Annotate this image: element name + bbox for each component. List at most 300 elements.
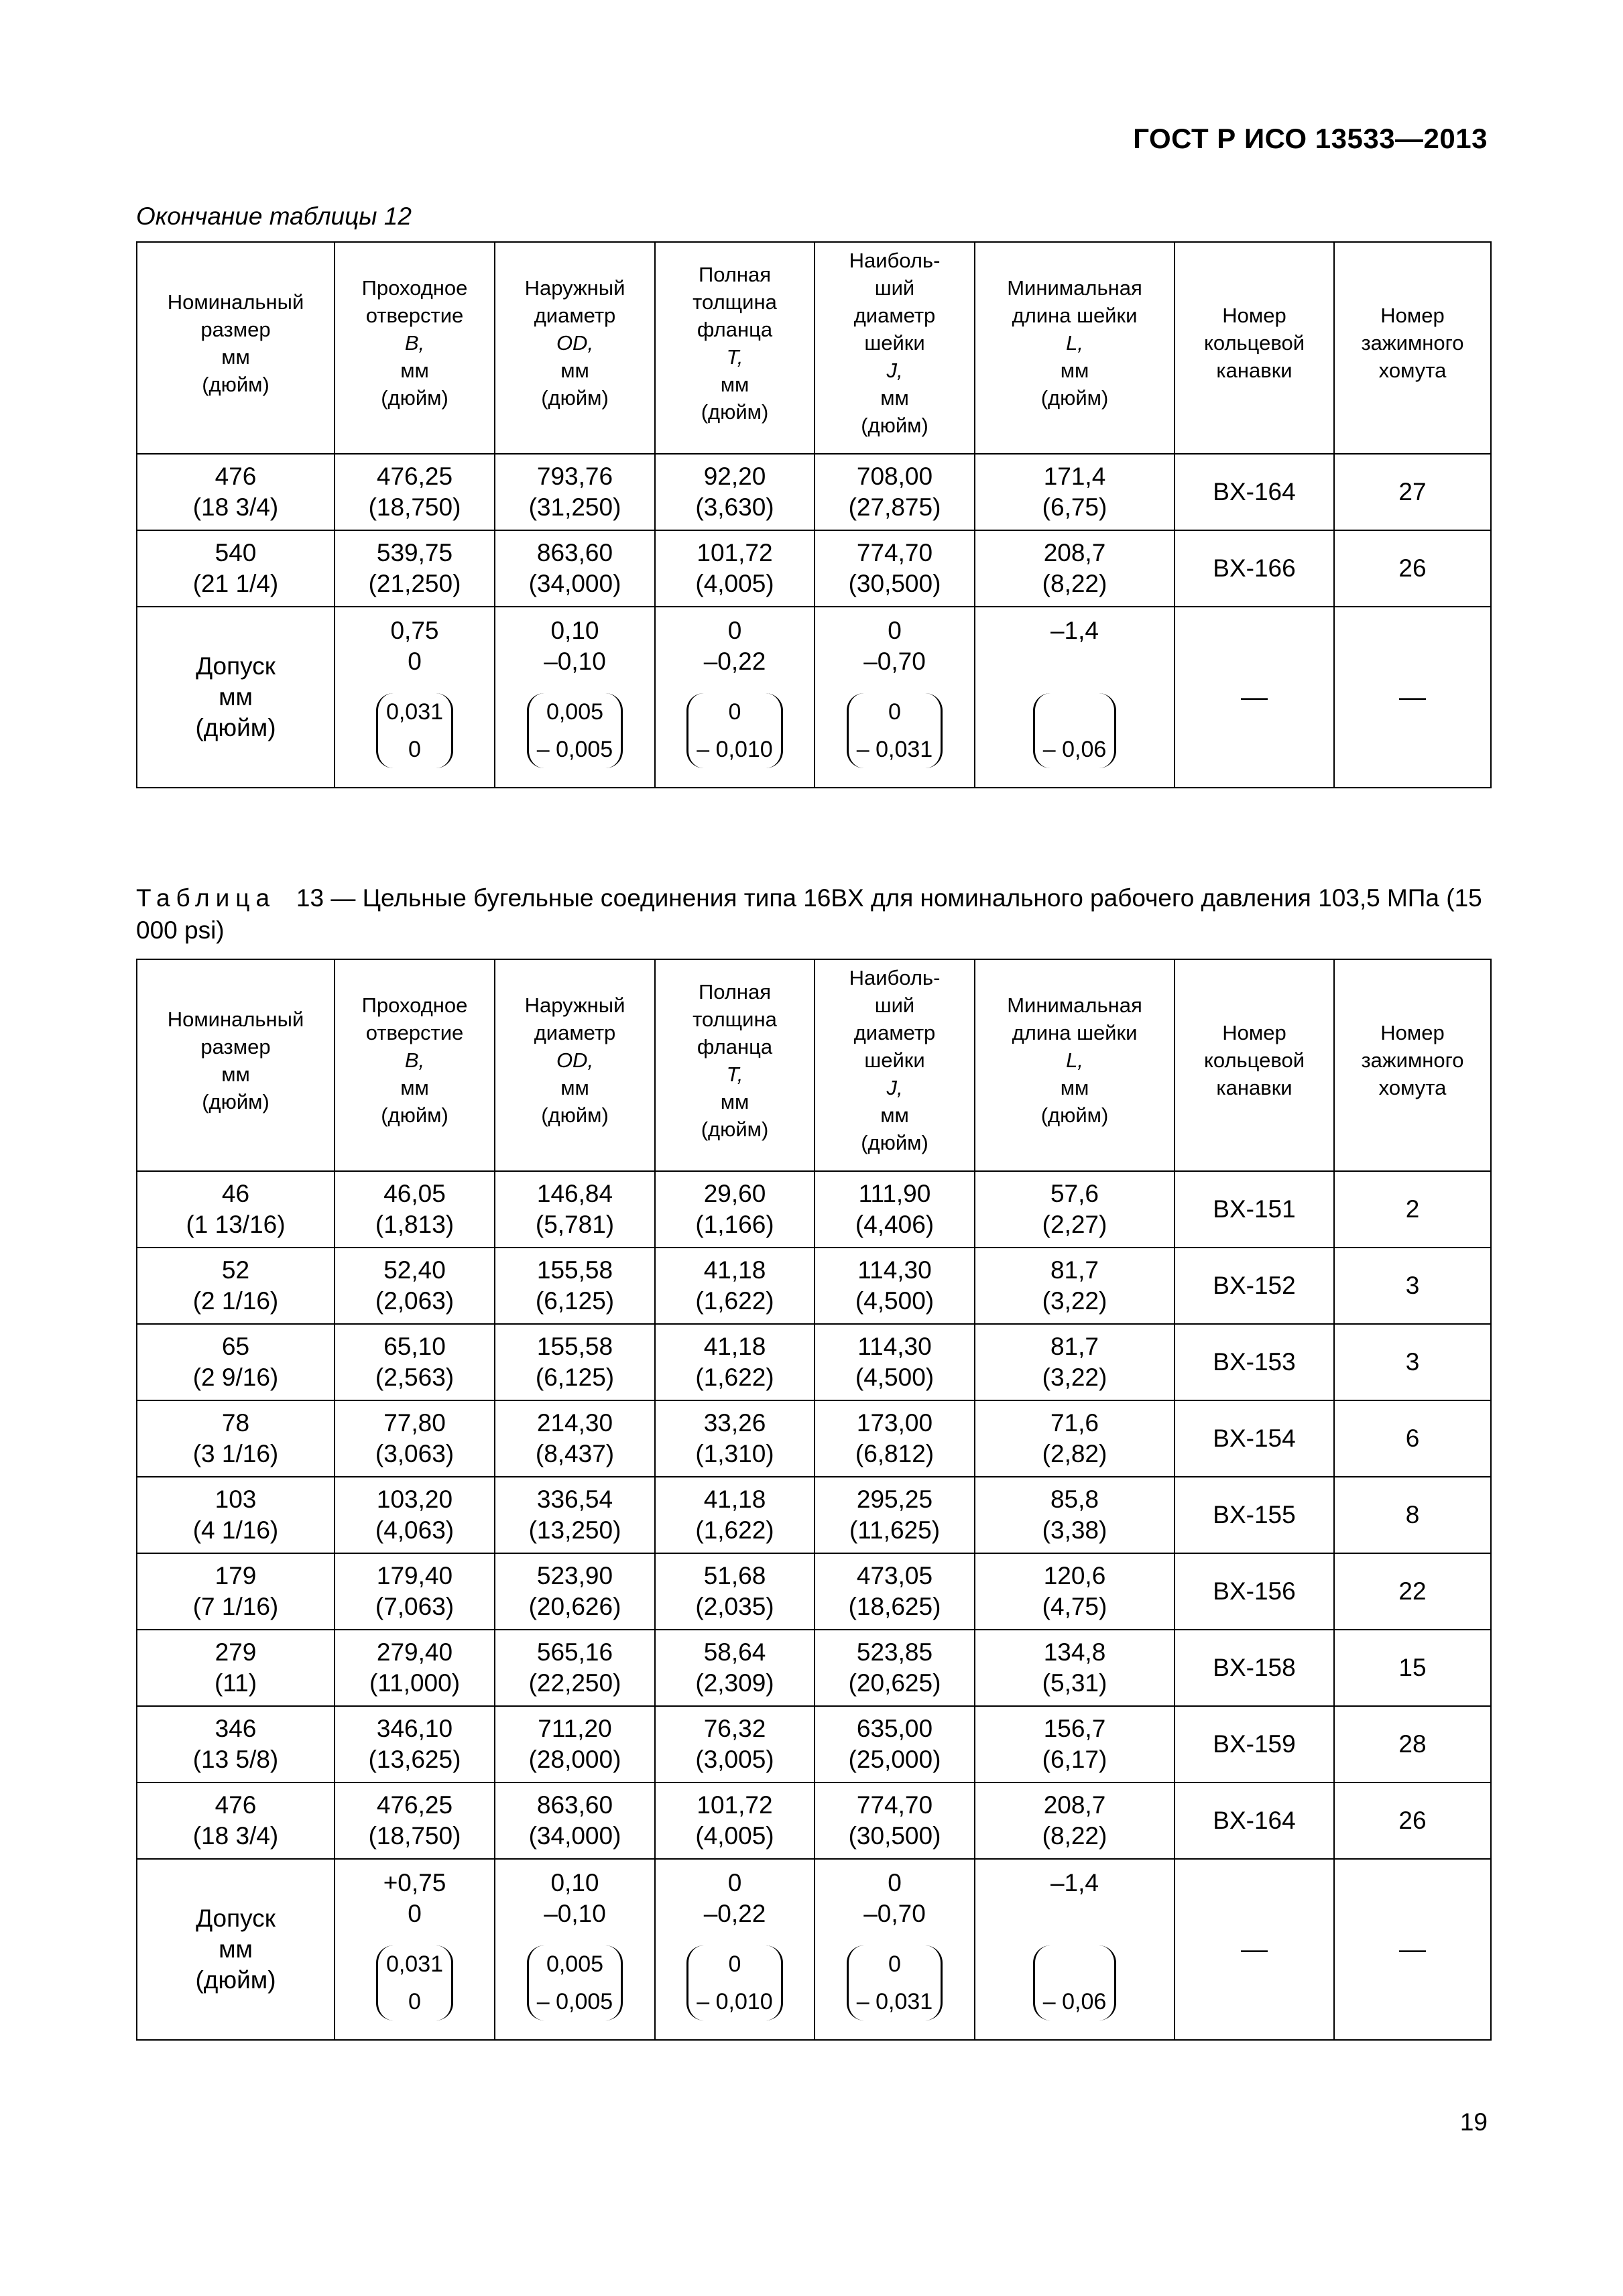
table12-body (137, 242, 1491, 788)
cell-value-mm: 173,00 (856, 1409, 933, 1437)
ring-groove-number: BX-164 (1175, 1783, 1334, 1859)
tolerance-inch-lower: – 0,005 (536, 737, 613, 762)
tolerance-inch-lower: 0 (408, 1989, 421, 2014)
table-cell (655, 1248, 815, 1324)
table-cell (815, 1630, 975, 1706)
cell-value-mm: 476,25 (376, 463, 453, 490)
table-row (137, 1400, 1491, 1477)
column-header (815, 242, 975, 443)
tolerance-inch-lower: – 0,010 (697, 737, 773, 762)
clamp-number: 2 (1334, 1171, 1491, 1248)
cell-value-inch: (21,250) (368, 570, 461, 597)
table-cell (975, 530, 1175, 607)
table-cell (495, 1171, 655, 1248)
column-header-line: диаметр (534, 304, 616, 327)
cell-value-mm: 52,40 (383, 1256, 446, 1284)
table-cell (815, 1400, 975, 1477)
cell-value-inch: (30,500) (848, 1822, 941, 1850)
table-cell (137, 530, 335, 607)
column-header-line: длина шейки (1012, 1021, 1138, 1044)
column-header-line: размер (200, 1034, 271, 1059)
tolerance-mm-upper: 0 (888, 617, 902, 644)
tolerance-inch-upper: 0 (728, 699, 741, 725)
column-header-line: T, (726, 1062, 743, 1086)
cell-value-inch: (20,626) (528, 1593, 621, 1620)
tolerance-inch-lower: – 0,010 (697, 1989, 773, 2014)
table-cell (815, 1171, 975, 1248)
cell-value-mm: 29,60 (703, 1180, 766, 1207)
tolerance-inch-bracket (1033, 693, 1117, 768)
cell-value-mm: 101,72 (697, 1791, 773, 1819)
table-cell (975, 1630, 1175, 1706)
column-header-line: хомута (1378, 1076, 1447, 1099)
cell-value-mm: 708,00 (856, 463, 933, 490)
tolerance-mm-upper: +0,75 (383, 1869, 446, 1896)
clamp-number: 3 (1334, 1248, 1491, 1324)
column-header-line: отверстие (365, 1021, 464, 1044)
column-header-line: Наружный (524, 993, 625, 1017)
tolerance-mm-upper: 0,75 (390, 617, 439, 644)
header-separator (137, 443, 1491, 454)
cell-value-mm: 476,25 (376, 1791, 453, 1819)
tolerance-mm-upper: 0 (888, 1869, 902, 1896)
column-header-line: фланца (697, 317, 773, 341)
ring-groove-number: BX-154 (1175, 1400, 1334, 1477)
table-cell (335, 1171, 495, 1248)
column-header-line: шейки (864, 1048, 925, 1072)
tolerance-inch-bracket (527, 1945, 623, 2020)
tolerance-inch-lower: – 0,06 (1042, 1989, 1107, 2014)
table-cell (975, 1248, 1175, 1324)
table-cell (495, 454, 655, 530)
tolerance-inch-bracket (1033, 1945, 1117, 2020)
cell-value-mm: 523,90 (536, 1562, 613, 1589)
column-header-line: Минимальная (1007, 993, 1142, 1017)
cell-value-mm: 774,70 (856, 539, 933, 566)
column-header-line: длина шейки (1012, 304, 1138, 327)
cell-value-inch: (4,75) (1042, 1593, 1107, 1620)
table-cell (655, 1400, 815, 1477)
table-row (137, 1324, 1491, 1400)
cell-value-mm: 134,8 (1043, 1638, 1106, 1666)
page-number: 19 (1459, 2108, 1488, 2136)
cell-value-mm: 774,70 (856, 1791, 933, 1819)
cell-value-mm: 33,26 (703, 1409, 766, 1437)
table-cell (137, 1706, 335, 1783)
table-cell (975, 454, 1175, 530)
tolerance-inch-bracket (376, 693, 453, 768)
table-row (137, 1630, 1491, 1706)
tolerance-inch-lower: – 0,031 (856, 1989, 933, 2014)
table13 (136, 959, 1492, 2041)
column-header-line: ший (874, 993, 915, 1017)
column-header-line: мм (1060, 359, 1089, 382)
table-row (137, 1171, 1491, 1248)
tolerance-l (975, 607, 1175, 788)
clamp-number: 22 (1334, 1553, 1491, 1630)
table-cell (815, 1553, 975, 1630)
separator-cell (495, 443, 655, 454)
cell-value-inch: (2 9/16) (192, 1364, 279, 1391)
separator-cell (137, 1160, 335, 1171)
separator-cell (655, 443, 815, 454)
column-header-line: T, (726, 345, 743, 369)
column-header-line: (дюйм) (701, 1117, 769, 1141)
cell-value-inch: (13,250) (528, 1516, 621, 1544)
column-header-line: L, (1066, 1048, 1083, 1072)
column-header-line: Наиболь- (849, 249, 941, 272)
tolerance-j (815, 607, 975, 788)
tolerance-label-line: (дюйм) (195, 714, 276, 741)
ring-groove-number: BX-156 (1175, 1553, 1334, 1630)
column-header-line: B, (404, 1048, 425, 1072)
tolerance-mm-upper: 0 (727, 617, 742, 644)
cell-value-mm: 111,90 (858, 1180, 931, 1207)
table-cell (815, 1706, 975, 1783)
cell-value-inch: (13,625) (368, 1746, 461, 1773)
cell-value-inch: (4,005) (695, 570, 774, 597)
tolerance-t (655, 607, 815, 788)
clamp-number: 26 (1334, 1783, 1491, 1859)
column-header-line: мм (560, 359, 589, 382)
cell-value-inch: (20,625) (848, 1669, 941, 1697)
cell-value-inch: (11,625) (849, 1516, 941, 1544)
cell-value-inch: (8,437) (535, 1440, 615, 1467)
column-header (1334, 959, 1491, 1160)
column-header-line: Наружный (524, 276, 625, 300)
cell-value-inch: (6,125) (535, 1364, 615, 1391)
cell-value-inch: (6,75) (1042, 493, 1107, 521)
column-header-line: кольцевой (1203, 1048, 1305, 1072)
tolerance-label (137, 607, 335, 788)
table-cell (655, 1477, 815, 1553)
clamp-number: 27 (1334, 454, 1491, 530)
column-header-line: хомута (1378, 359, 1447, 382)
separator-cell (495, 1160, 655, 1171)
cell-value-mm: 476 (215, 1791, 257, 1819)
cell-value-mm: 81,7 (1050, 1333, 1099, 1360)
table-cell (815, 530, 975, 607)
table-row (137, 454, 1491, 530)
tolerance-t (655, 1859, 815, 2040)
column-header-line: канавки (1216, 359, 1293, 382)
table-row (137, 1553, 1491, 1630)
cell-value-mm: 214,30 (536, 1409, 613, 1437)
column-header-line: Номер (1222, 1021, 1286, 1044)
tolerance-inch-upper: 0 (728, 1951, 741, 1977)
cell-value-mm: 208,7 (1043, 1791, 1106, 1819)
column-header-line: (дюйм) (1040, 386, 1109, 410)
ring-groove-number: BX-153 (1175, 1324, 1334, 1400)
column-header-line: толщина (693, 290, 777, 314)
cell-value-mm: 711,20 (538, 1715, 612, 1742)
table-cell (137, 1477, 335, 1553)
clamp-number: 3 (1334, 1324, 1491, 1400)
column-header-line: канавки (1216, 1076, 1293, 1099)
column-header-line: мм (720, 372, 749, 396)
clamp-number: 26 (1334, 530, 1491, 607)
column-header-line: толщина (693, 1007, 777, 1031)
column-header-line: отверстие (365, 304, 464, 327)
ring-groove-number: BX-164 (1175, 454, 1334, 530)
tolerance-mm-lower: –0,70 (863, 648, 926, 675)
tolerance-label (137, 1859, 335, 2040)
table-cell (655, 1783, 815, 1859)
column-header-line: мм (221, 345, 250, 369)
tolerance-inch-lower: – 0,031 (856, 737, 933, 762)
cell-value-mm: 76,32 (703, 1715, 766, 1742)
cell-value-inch: (27,875) (848, 493, 941, 521)
tolerance-mm-upper: 0,10 (550, 1869, 599, 1896)
column-header-line: мм (400, 1076, 429, 1099)
cell-value-mm: 41,18 (703, 1486, 766, 1513)
column-header-line: Номер (1380, 304, 1445, 327)
tolerance-od (495, 1859, 655, 2040)
tolerance-mm-lower: –0,10 (544, 648, 606, 675)
cell-value-inch: (8,22) (1042, 1822, 1107, 1850)
table-cell (335, 1477, 495, 1553)
column-header (137, 959, 335, 1160)
cell-value-mm: 120,6 (1043, 1562, 1106, 1589)
column-header (495, 242, 655, 443)
table-cell (815, 454, 975, 530)
tolerance-mm-lower (975, 646, 1174, 677)
column-header-line: B, (404, 331, 425, 355)
column-header-line: зажимного (1361, 331, 1464, 355)
table-cell (495, 1783, 655, 1859)
cell-value-inch: (8,22) (1042, 570, 1107, 597)
column-header-line: Номер (1380, 1021, 1445, 1044)
cell-value-inch: (30,500) (848, 570, 941, 597)
tolerance-clamp-dash: — (1334, 607, 1491, 788)
cell-value-inch: (3,005) (695, 1746, 774, 1773)
cell-value-inch: (11,000) (369, 1669, 461, 1697)
tolerance-clamp-dash: — (1334, 1859, 1491, 2040)
tolerance-inch-bracket (527, 693, 623, 768)
cell-value-inch: (1,622) (695, 1516, 774, 1544)
tolerance-row (137, 607, 1491, 788)
cell-value-inch: (1,310) (695, 1440, 774, 1467)
table-cell (655, 530, 815, 607)
table-row (137, 1248, 1491, 1324)
column-header (815, 959, 975, 1160)
column-header-line: Проходное (361, 993, 468, 1017)
cell-value-mm: 156,7 (1043, 1715, 1106, 1742)
cell-value-mm: 179 (215, 1562, 257, 1589)
column-header (335, 242, 495, 443)
header-row (137, 242, 1491, 443)
cell-value-mm: 41,18 (703, 1256, 766, 1284)
tolerance-label-line: (дюйм) (195, 1966, 276, 1994)
table12-end (136, 241, 1492, 788)
tolerance-inch-bracket (847, 1945, 943, 2020)
tolerance-mm-upper: 0,10 (550, 617, 599, 644)
cell-value-mm: 346,10 (376, 1715, 453, 1742)
table-cell (975, 1400, 1175, 1477)
tolerance-inch-upper: 0,005 (546, 1951, 604, 1977)
column-header-line: мм (720, 1089, 749, 1113)
column-header-line: (дюйм) (701, 400, 769, 424)
table-cell (975, 1477, 1175, 1553)
cell-value-inch: (7,063) (375, 1593, 455, 1620)
tolerance-inch-upper: 0,005 (546, 699, 604, 725)
tolerance-label-line: мм (219, 1935, 253, 1963)
table-cell (975, 1324, 1175, 1400)
cell-value-inch: (25,000) (848, 1746, 941, 1773)
tolerance-mm-lower: –0,22 (703, 1900, 766, 1927)
column-header-line: кольцевой (1203, 331, 1305, 355)
cell-value-inch: (3,38) (1042, 1516, 1107, 1544)
tolerance-inch-lower: – 0,06 (1042, 737, 1107, 762)
cell-value-mm: 336,54 (536, 1486, 613, 1513)
tolerance-mm-lower: 0 (408, 648, 422, 675)
tolerance-b (335, 1859, 495, 2040)
table-cell (335, 1630, 495, 1706)
table-cell (975, 1553, 1175, 1630)
table-cell (815, 1783, 975, 1859)
header-separator (137, 1160, 1491, 1171)
cell-value-mm: 155,58 (536, 1333, 613, 1360)
separator-cell (1334, 443, 1491, 454)
cell-value-inch: (7 1/16) (192, 1593, 279, 1620)
cell-value-mm: 171,4 (1043, 463, 1106, 490)
table-cell (975, 1706, 1175, 1783)
cell-value-mm: 41,18 (703, 1333, 766, 1360)
cell-value-mm: 476 (215, 463, 257, 490)
column-header-line: мм (560, 1076, 589, 1099)
cell-value-inch: (31,250) (528, 493, 621, 521)
cell-value-inch: (6,812) (855, 1440, 935, 1467)
column-header-line: ший (874, 276, 915, 300)
column-header-line: фланца (697, 1034, 773, 1059)
column-header-line: диаметр (853, 1021, 936, 1044)
cell-value-mm: 78 (221, 1409, 250, 1437)
table-cell (495, 1706, 655, 1783)
column-header (655, 959, 815, 1160)
table-row (137, 1706, 1491, 1783)
table-cell (137, 1553, 335, 1630)
column-header-line: (дюйм) (1040, 1103, 1109, 1127)
cell-value-mm: 71,6 (1050, 1409, 1099, 1437)
column-header-line: Номер (1222, 304, 1286, 327)
column-header-line: (дюйм) (202, 1089, 269, 1113)
tolerance-inch-bracket (376, 1945, 453, 2020)
cell-value-mm: 103,20 (376, 1486, 453, 1513)
table-cell (975, 1783, 1175, 1859)
table-row (137, 530, 1491, 607)
column-header-line: OD, (556, 331, 594, 355)
column-header-line: (дюйм) (202, 372, 269, 396)
cell-value-inch: (18,750) (368, 493, 461, 521)
table-cell (495, 1248, 655, 1324)
tolerance-inch-upper: 0 (888, 1951, 901, 1977)
cell-value-mm: 540 (215, 539, 257, 566)
cell-value-mm: 92,20 (703, 463, 766, 490)
cell-value-inch: (18 3/4) (192, 493, 279, 521)
column-header-line: Полная (698, 979, 772, 1004)
cell-value-mm: 565,16 (536, 1638, 613, 1666)
document-code: ГОСТ Р ИСО 13533—2013 (1133, 123, 1488, 154)
cell-value-mm: 179,40 (376, 1562, 453, 1589)
table-cell (137, 1630, 335, 1706)
table-cell (137, 1324, 335, 1400)
column-header (975, 959, 1175, 1160)
column-header (137, 242, 335, 443)
table-cell (335, 454, 495, 530)
cell-value-inch: (18 3/4) (192, 1822, 279, 1850)
tolerance-inch-lower: – 0,005 (536, 1989, 613, 2014)
header-row (137, 959, 1491, 1160)
tolerance-mm-upper: 0 (727, 1869, 742, 1896)
column-header (335, 959, 495, 1160)
table-cell (335, 1783, 495, 1859)
separator-cell (137, 443, 335, 454)
cell-value-mm: 114,30 (857, 1256, 932, 1284)
cell-value-mm: 103 (215, 1486, 257, 1513)
tolerance-inch-bracket (847, 693, 943, 768)
tolerance-groove-dash: — (1175, 607, 1334, 788)
separator-cell (1334, 1160, 1491, 1171)
table-cell (335, 1400, 495, 1477)
cell-value-inch: (1,813) (375, 1211, 455, 1238)
cell-value-inch: (2,82) (1042, 1440, 1107, 1467)
table-cell (495, 1553, 655, 1630)
cell-value-inch: (13 5/8) (192, 1746, 279, 1773)
cell-value-inch: (4,406) (855, 1211, 935, 1238)
cell-value-mm: 52 (221, 1256, 250, 1284)
column-header-line: мм (880, 1103, 909, 1127)
column-header-line: (дюйм) (861, 1131, 928, 1154)
table-cell (655, 1553, 815, 1630)
cell-value-mm: 46,05 (383, 1180, 446, 1207)
table-cell (335, 530, 495, 607)
column-header-line: L, (1066, 331, 1083, 355)
table-cell (655, 1324, 815, 1400)
cell-value-mm: 523,85 (856, 1638, 933, 1666)
tolerance-label-line: Допуск (196, 1905, 276, 1932)
tolerance-od (495, 607, 655, 788)
column-header-line: Минимальная (1007, 276, 1142, 300)
separator-cell (1175, 1160, 1334, 1171)
table-cell (335, 1706, 495, 1783)
cell-value-mm: 46 (221, 1180, 250, 1207)
table-cell (655, 1171, 815, 1248)
separator-cell (1175, 443, 1334, 454)
table-cell (335, 1553, 495, 1630)
tolerance-inch-bracket (686, 1945, 782, 2020)
tolerance-inch-upper: 0,031 (385, 1951, 444, 1977)
cell-value-mm: 279 (215, 1638, 257, 1666)
column-header-line: Полная (698, 262, 772, 286)
tolerance-l (975, 1859, 1175, 2040)
table-cell (655, 1630, 815, 1706)
cell-value-inch: (34,000) (528, 1822, 621, 1850)
tolerance-mm-lower (975, 1898, 1174, 1929)
cell-value-inch: (1,622) (695, 1287, 774, 1315)
ring-groove-number: BX-151 (1175, 1171, 1334, 1248)
column-header-line: диаметр (534, 1021, 616, 1044)
column-header-line: Номинальный (167, 1007, 304, 1031)
separator-cell (335, 1160, 495, 1171)
cell-value-inch: (3,22) (1042, 1364, 1107, 1391)
cell-value-inch: (3,630) (695, 493, 774, 521)
cell-value-mm: 635,00 (856, 1715, 933, 1742)
cell-value-inch: (4 1/16) (192, 1516, 279, 1544)
cell-value-inch: (1,622) (695, 1364, 774, 1391)
clamp-number: 8 (1334, 1477, 1491, 1553)
cell-value-mm: 863,60 (536, 1791, 613, 1819)
cell-value-inch: (28,000) (528, 1746, 621, 1773)
